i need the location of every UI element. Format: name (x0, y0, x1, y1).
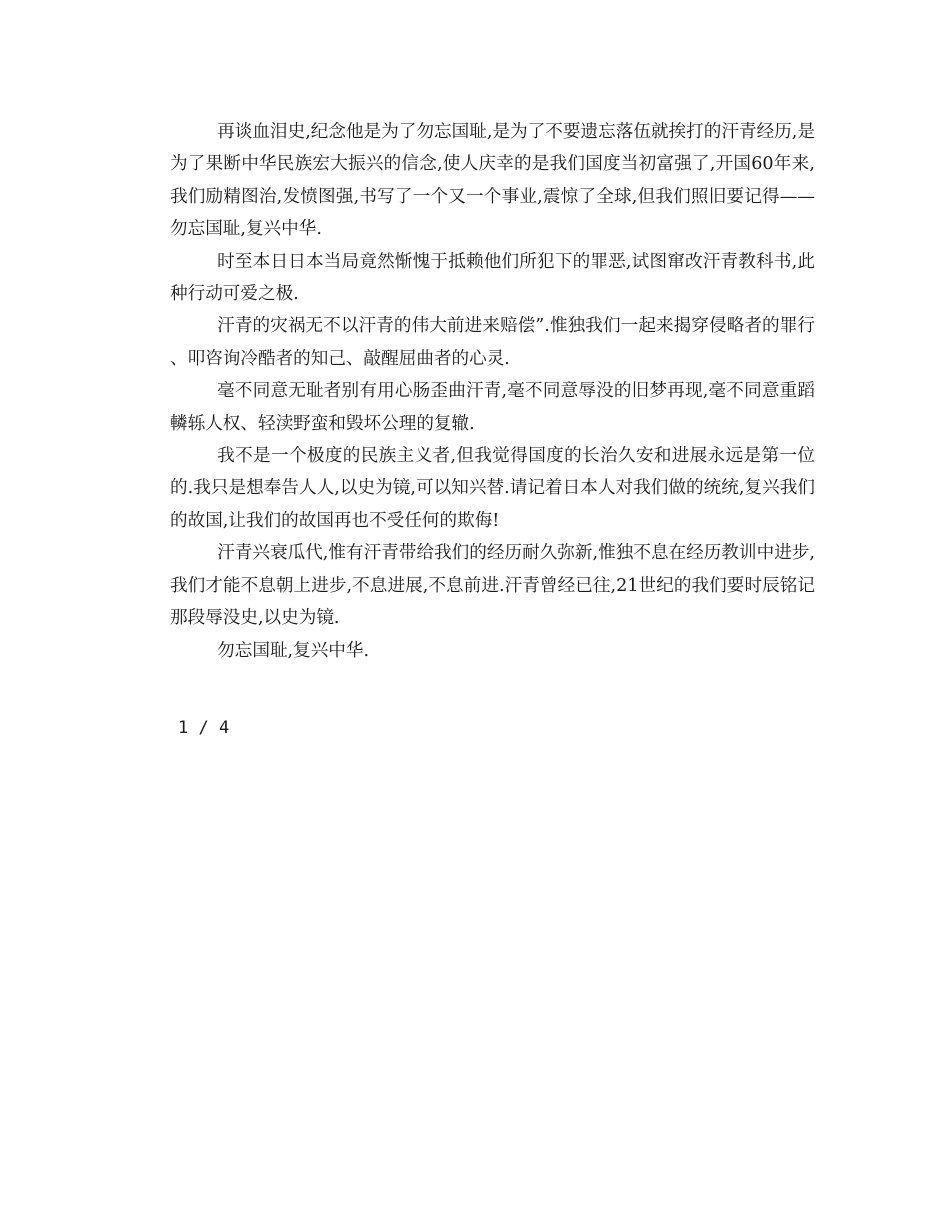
document-body (170, 116, 815, 667)
paragraph-4: 毫不同意无耻者别有用心肠歪曲汗青,毫不同意辱没的旧梦再现,毫不同意重蹈轔轹人权、轻渎野蛮和毁坏公理的复辙. (170, 381, 815, 434)
paragraph-1: 再谈血泪史,纪念他是为了勿忘国耻,是为了不要遗忘落伍就挨打的汗青经历,是为了果断中华民族宏大振兴的信念,使人庆幸的是我们国度当初富强了,开国60年来,我们励精图治,发愤图强,书写了一个又一个事业,震惊了全球,但我们照旧要记得——勿忘国耻,复兴中华. (170, 122, 815, 240)
paragraph-3: 汗青的灾祸无不以汗青的伟大前进来赔偿”.惟独我们一起来揭穿侵略者的罪行、叩咨询冷酷者的知己、敲醒屈曲者的心灵. (170, 316, 815, 369)
paragraph-5: 我不是一个极度的民族主义者,但我觉得国度的长治久安和进展永远是第一位的.我只是想奉告人人,以史为镜,可以知兴替.请记着日本人对我们做的统统,复兴我们的故国,让我们的故国再也不受任何的欺侮! (170, 446, 815, 531)
page-number: 1 / 4 (178, 718, 230, 738)
paragraph-2: 时至本日日本当局竟然惭愧于抵赖他们所犯下的罪恶,试图窜改汗青教科书,此种行动可爱之极. (170, 251, 815, 305)
paragraph-7: 勿忘国耻,复兴中华. (217, 640, 370, 661)
paragraph-6: 汗青兴衰瓜代,惟有汗青带给我们的经历耐久弥新,惟独不息在经历教训中进步,我们才能不息朝上进步,不息进展,不息前进.汗青曾经已往,21世纪的我们要时辰铭记那段辱没史,以史为镜. (170, 543, 815, 629)
